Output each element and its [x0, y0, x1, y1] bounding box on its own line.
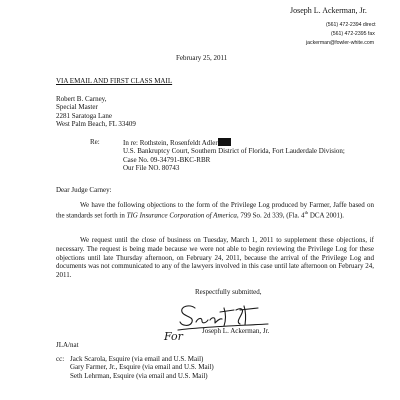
re-line-2: U.S. Bankruptcy Court, Southern District of Florida, Fort Lauderdale Division; — [123, 147, 345, 156]
re-block — [123, 138, 345, 173]
para1-case-name: TIG Insurance Corporation of America — [126, 211, 237, 220]
re-label: Re: — [90, 138, 100, 146]
body-paragraph-1 — [56, 201, 374, 220]
signature — [160, 300, 290, 345]
body-paragraph-2 — [56, 236, 374, 280]
para1-superscript: th — [304, 209, 309, 215]
recipient-street: 2281 Saratoga Lane — [56, 111, 112, 120]
recipient-title: Special Master — [56, 103, 98, 112]
sender-phone-fax: (561) 472-2395 fax — [331, 31, 375, 37]
sender-name: Joseph L. Ackerman, Jr. — [290, 6, 367, 15]
salutation: Dear Judge Carney: — [56, 186, 112, 194]
re-line-3: Case No. 09-34791-BKC-RBR — [123, 155, 211, 164]
cc-line-2: Gary Farmer, Jr., Esquire (via email and U.S. Mail) — [70, 363, 214, 372]
para1-text-c: DCA 2001). — [308, 211, 345, 220]
recipient-name: Robert B. Carney, — [56, 95, 107, 103]
re-line-4: Our File NO. 80743 — [123, 164, 180, 173]
recipient-address — [56, 95, 136, 129]
typist-initials: JLA/nat — [56, 341, 79, 349]
para1-text-b: , 799 So. 2d 339, (Fla. 4 — [236, 211, 305, 220]
re-line-1: In re: Rothstein, Rosenfeldt Adler — [123, 139, 218, 147]
cc-label: cc: — [56, 355, 65, 363]
cc-line-3: Seth Lehrman, Esquire (via email and U.S. Mail) — [70, 371, 208, 380]
recipient-city: West Palm Beach, FL 33409 — [56, 120, 136, 129]
svg-text:For: For — [164, 330, 183, 343]
redaction-bar — [218, 138, 231, 146]
cc-line-1: Jack Scarola, Esquire (via email and U.S. Mail) — [70, 355, 204, 363]
delivery-method: VIA EMAIL AND FIRST CLASS MAIL — [56, 77, 173, 85]
sender-phone-direct: (561) 472-2394 direct — [326, 22, 376, 28]
sender-email: jackerman@fowler-white.com — [306, 40, 375, 46]
letter-date: February 25, 2011 — [176, 54, 228, 62]
signer-printed-name: Joseph L. Ackerman, Jr. — [202, 327, 270, 335]
cc-list — [70, 355, 214, 380]
para1-text-a: We have the following objections to the form of the Privilege Log produced by Farmer, Jaffe based on the standards set forth in — [56, 201, 374, 220]
para2-text: We request until the close of business on Tuesday, March 1, 2011 to supplement these objections, if necessary. The request is being made because we were not able to begin reviewing the Privilege Log for these objections until late Thursday afternoon, on February 24, 2011, because the arrival of the Privilege Log and documents was not communicated to any of the lawyers involved in this case until late afternoon on February 24, 2011. — [56, 236, 374, 279]
closing: Respectfully submitted, — [195, 288, 262, 296]
